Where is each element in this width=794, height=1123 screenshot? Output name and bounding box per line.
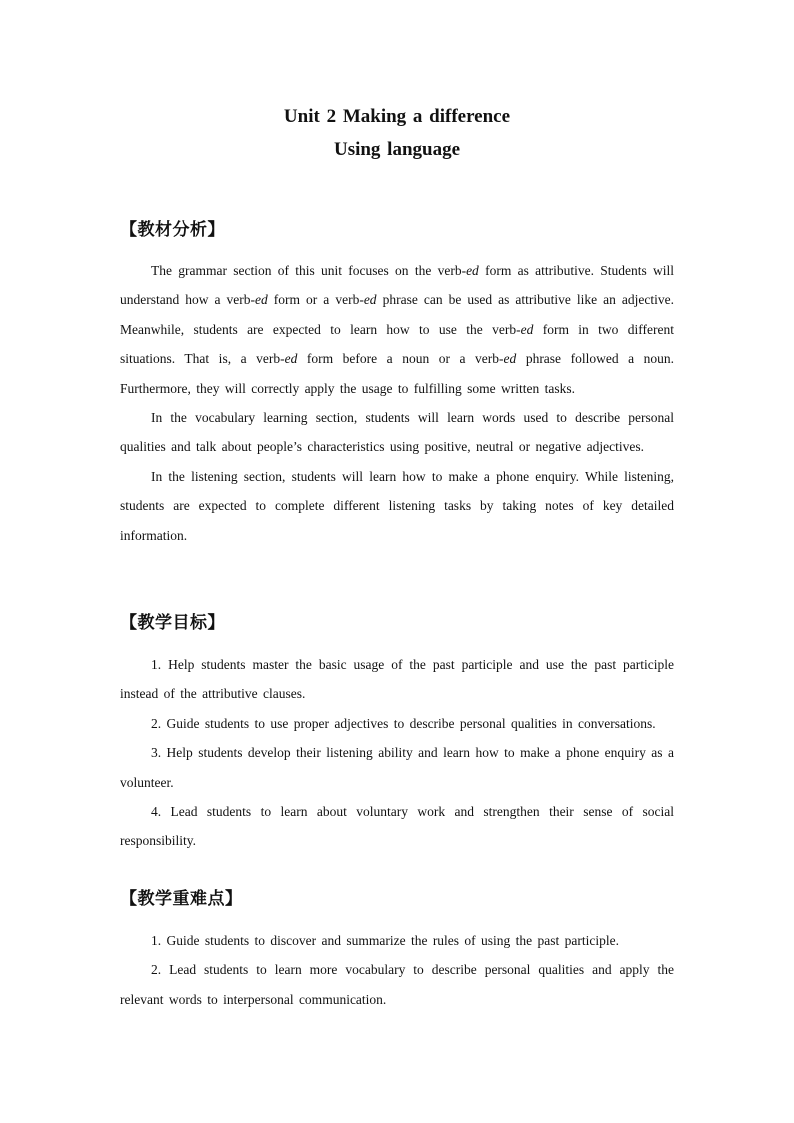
section-body-textbook-analysis xyxy=(120,256,674,550)
section-body-key-difficulties xyxy=(120,926,674,1014)
key-point-item: 1. Guide students to discover and summarize the rules of using the past participle. xyxy=(151,933,620,948)
paragraph-listening: In the listening section, students will learn how to make a phone enquiry. While listening, students are expected to complete different listening tasks by taking notes of key detailed information. xyxy=(120,468,674,543)
paragraph-grammar: The grammar section of this unit focuses on the verb-ed form as attributive. Students will understand how a verb-ed form or a verb-ed phrase can be used as attributive like an adjective. Meanwhile, students are expected to learn how to use the verb-ed form in two different situations. That is, a verb-ed form before a noun or a verb-ed phrase followed a noun. Furthermore, they will correctly apply the usage to fulfilling some written tasks. xyxy=(120,263,674,396)
section-body-teaching-objectives xyxy=(120,650,674,856)
section-heading-textbook-analysis: 【教材分析】 xyxy=(120,220,225,240)
section-heading-key-difficulties: 【教学重难点】 xyxy=(120,889,243,909)
objective-item: 3. Help students develop their listening ability and learn how to make a phone enquiry as a volunteer. xyxy=(120,745,674,790)
objective-item: 1. Help students master the basic usage of the past participle and use the past participle instead of the attributive clauses. xyxy=(120,657,674,702)
key-point-item: 2. Lead students to learn more vocabulary to describe personal qualities and apply the relevant words to interpersonal communication. xyxy=(120,962,674,1007)
title-unit: Unit 2 Making a difference xyxy=(283,106,511,127)
paragraph-vocabulary: In the vocabulary learning section, students will learn words used to describe personal qualities and talk about people’s characteristics using positive, neutral or negative adjectives. xyxy=(120,410,674,455)
objective-item: 4. Lead students to learn about voluntary work and strengthen their sense of social responsibility. xyxy=(120,804,674,849)
section-heading-teaching-objectives: 【教学目标】 xyxy=(120,613,225,633)
title-lesson: Using language xyxy=(333,139,461,160)
document-title xyxy=(120,100,674,166)
objective-item: 2. Guide students to use proper adjectives to describe personal qualities in conversations. xyxy=(151,715,656,731)
